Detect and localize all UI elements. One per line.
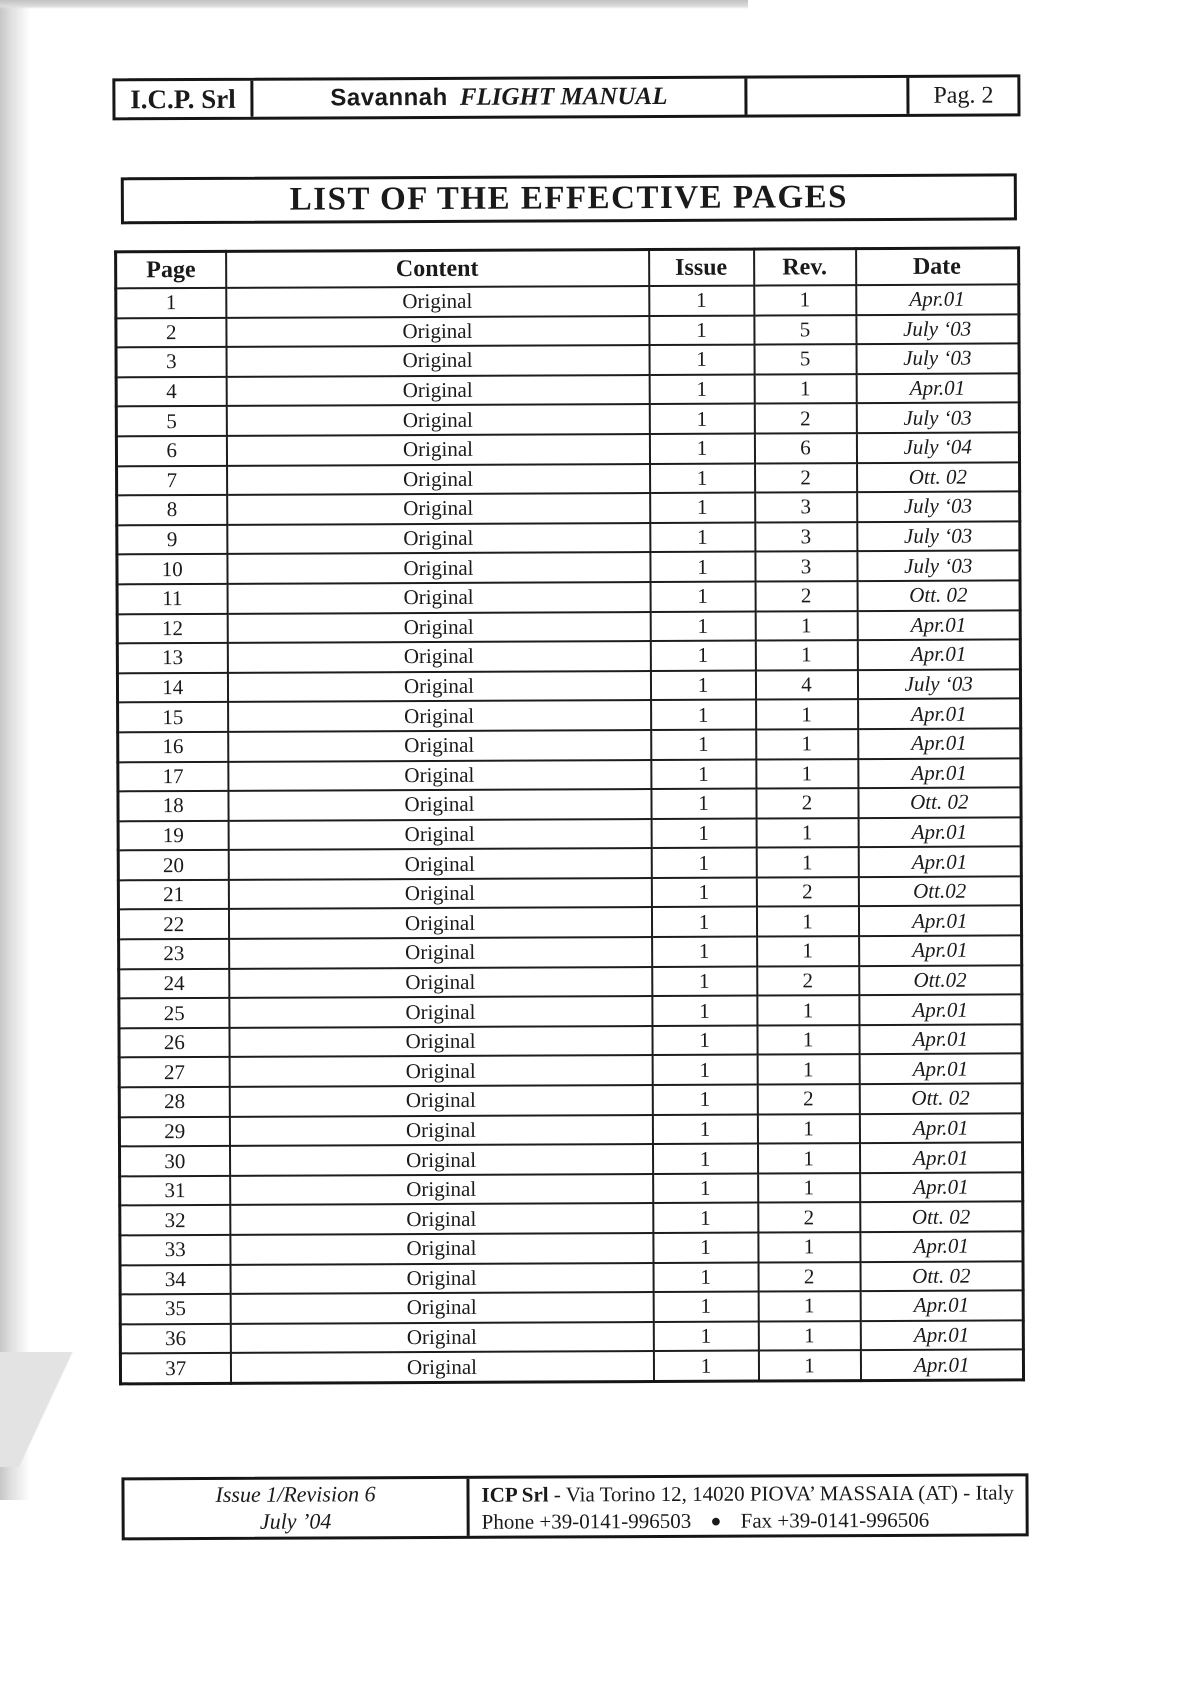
bullet-separator-icon: ● [710,1511,722,1532]
table-header [116,248,1019,288]
revision-line: Issue 1/Revision 6 [215,1480,376,1507]
issue-cell: 1 [651,700,756,730]
content-cell: Original [226,404,649,435]
issue-cell: 1 [650,582,755,612]
date-cell: Apr.01 [859,1024,1022,1054]
date-cell: Apr.01 [859,1054,1022,1084]
rev-cell: 2 [756,788,858,818]
rev-cell: 1 [755,611,857,641]
issue-cell: 1 [653,1292,758,1322]
issue-cell: 1 [653,1203,758,1233]
page-cell: 11 [117,584,227,614]
phone-number: Phone +39-0141-996503 [481,1509,692,1535]
date-cell: Apr.01 [858,699,1021,729]
table-row [117,669,1020,703]
product-name: Savannah [330,83,448,112]
rev-cell: 1 [757,1055,859,1085]
date-cell: Apr.01 [859,995,1022,1025]
rev-cell: 1 [756,729,858,759]
page-cell: 9 [117,525,227,555]
page-cell: 17 [118,761,228,791]
date-cell: Apr.01 [858,728,1021,758]
issue-cell: 1 [651,818,756,848]
rev-cell: 1 [754,374,856,404]
table-row [118,699,1021,733]
rev-cell: 1 [757,936,859,966]
date-cell: Ott. 02 [860,1202,1023,1232]
table-row [119,1054,1022,1088]
content-cell: Original [230,1351,653,1383]
content-cell: Original [228,878,651,909]
issue-cell: 1 [649,404,754,434]
rev-cell: 1 [755,640,857,670]
page-cell: 30 [119,1146,229,1176]
table-row [119,1083,1022,1117]
page-cell: 2 [116,317,226,347]
page-cell: 1 [116,288,226,318]
page-cell: 31 [120,1176,230,1206]
rev-cell: 6 [754,433,856,463]
date-cell: Ott. 02 [857,580,1020,610]
rev-cell: 1 [756,818,858,848]
date-cell: Ott. 02 [859,1083,1022,1113]
issue-cell: 1 [651,848,756,878]
issue-cell: 1 [650,552,755,582]
rev-cell: 2 [755,581,857,611]
column-header-date: Date [856,248,1019,285]
date-cell: Ott. 02 [860,1261,1023,1291]
issue-cell: 1 [650,641,755,671]
effective-pages-tbody [116,284,1024,1383]
rev-cell: 1 [756,699,858,729]
issue-cell: 1 [651,729,756,759]
date-cell: July ‘03 [856,344,1019,374]
page-cell: 25 [119,998,229,1028]
content-cell: Original [230,1233,653,1264]
page-cell: 7 [117,465,227,495]
content-cell: Original [230,1263,653,1294]
table-row [119,1024,1022,1058]
issue-cell: 1 [652,1144,757,1174]
page-cell: 6 [116,436,226,466]
table-row [118,847,1021,881]
issue-cell: 1 [650,522,755,552]
rev-cell: 1 [757,1143,859,1173]
rev-cell: 3 [755,492,857,522]
date-cell: Ott.02 [859,965,1022,995]
date-cell: July ‘03 [857,551,1020,581]
issue-cell: 1 [649,315,754,345]
table-row [120,1231,1023,1265]
page-cell: 19 [118,821,228,851]
date-cell: Apr.01 [857,640,1020,670]
table-row [119,1113,1022,1147]
rev-cell: 1 [758,1350,860,1381]
issue-cell: 1 [653,1262,758,1292]
table-row [120,1261,1023,1295]
publisher-block [469,1476,1025,1535]
content-cell: Original [229,1144,652,1175]
date-cell: Apr.01 [860,1320,1023,1350]
page-cell: 10 [117,554,227,584]
table-row [118,876,1021,910]
table-row [117,492,1020,526]
page-cell: 35 [120,1294,230,1324]
page-cell: 34 [120,1264,230,1294]
date-cell: Apr.01 [859,935,1022,965]
rev-cell: 1 [758,1173,860,1203]
page-cell: 27 [119,1057,229,1087]
column-header-rev: Rev. [754,249,856,286]
issue-cell: 1 [650,670,755,700]
content-cell: Original [229,1115,652,1146]
page-cell: 4 [116,377,226,407]
manual-title: FLIGHT MANUAL [459,82,668,111]
date-cell: Apr.01 [859,1113,1022,1143]
section-title-box [121,173,1017,224]
date-cell: Apr.01 [859,1143,1022,1173]
publisher-address-rest: - Via Torino 12, 14020 PIOVA’ MASSAIA (AT) - Italy [548,1480,1014,1507]
page-cell: 12 [117,613,227,643]
table-row [117,462,1020,496]
content-cell: Original [228,789,651,820]
content-cell: Original [229,996,652,1027]
table-row [118,788,1021,822]
page-cell: 23 [119,939,229,969]
page-cell: 8 [117,495,227,525]
table-row [120,1320,1023,1354]
content-cell: Original [228,848,651,879]
rev-cell: 5 [754,315,856,345]
content-cell: Original [227,641,650,672]
content-cell: Original [228,760,651,791]
table-row [117,551,1020,585]
date-cell: July ‘03 [856,403,1019,433]
revision-date: July ’04 [259,1507,332,1534]
page-cell: 37 [120,1353,230,1384]
page-cell: 21 [118,880,228,910]
date-cell: Apr.01 [856,373,1019,403]
rev-cell: 2 [758,1262,860,1292]
issue-cell: 1 [652,1025,757,1055]
date-cell: Apr.01 [860,1231,1023,1261]
issue-cell: 1 [649,286,754,316]
table-row [118,906,1021,940]
date-cell: July ‘03 [857,669,1020,699]
content-cell: Original [226,316,649,347]
table-row [119,995,1022,1029]
content-cell: Original [226,375,649,406]
page-cell: 15 [118,702,228,732]
date-cell: July ‘03 [857,521,1020,551]
table-row [117,640,1020,674]
rev-cell: 1 [756,759,858,789]
date-cell: Ott.02 [858,876,1021,906]
publisher-contacts [482,1507,1026,1537]
content-cell: Original [226,286,649,317]
table-row [116,284,1019,318]
rev-cell: 2 [756,877,858,907]
rev-cell: 1 [758,1232,860,1262]
content-cell: Original [230,1203,653,1234]
page-cell: 3 [116,347,226,377]
issue-cell: 1 [650,611,755,641]
page-cell: 26 [119,1028,229,1058]
table-header-row [116,248,1019,288]
date-cell: Apr.01 [857,610,1020,640]
date-cell: Apr.01 [858,758,1021,788]
page-cell: 22 [118,909,228,939]
issue-cell: 1 [653,1233,758,1263]
rev-cell: 5 [754,344,856,374]
issue-cell: 1 [651,759,756,789]
table-row [120,1291,1023,1325]
issue-cell: 1 [649,374,754,404]
date-cell: July ‘03 [857,492,1020,522]
revision-block [124,1479,469,1538]
date-cell: Apr.01 [858,847,1021,877]
content-cell: Original [228,730,651,761]
page-cell: 18 [118,791,228,821]
content-cell: Original [228,907,651,938]
page-cell: 36 [120,1324,230,1354]
issue-cell: 1 [651,907,756,937]
content-cell: Original [227,612,650,643]
content-cell: Original [230,1292,653,1323]
table-row [120,1172,1023,1206]
content-cell: Original [229,1055,652,1086]
column-header-issue: Issue [649,249,754,286]
table-row [118,758,1021,792]
issue-cell: 1 [652,996,757,1026]
issue-cell: 1 [652,1055,757,1085]
content-cell: Original [227,493,650,524]
issue-cell: 1 [651,877,756,907]
content-cell: Original [229,967,652,998]
page-cell: 13 [117,643,227,673]
column-header-page: Page [116,251,226,288]
date-cell: Apr.01 [860,1350,1023,1381]
section-title: LIST OF THE EFFECTIVE PAGES [289,179,849,218]
publisher-name: ICP Srl [481,1482,549,1507]
page-number-label: Pag. 2 [933,82,994,109]
table-row [118,728,1021,762]
rev-cell: 3 [755,551,857,581]
page-cell: 29 [119,1116,229,1146]
issue-cell: 1 [650,463,755,493]
table-row [117,610,1020,644]
content-cell: Original [226,434,649,465]
company-name: I.C.P. Srl [115,81,253,118]
table-row [118,817,1021,851]
issue-cell: 1 [650,493,755,523]
rev-cell: 2 [754,403,856,433]
issue-cell: 1 [651,789,756,819]
page-cell: 5 [116,406,226,436]
rev-cell: 1 [758,1321,860,1351]
page-cell: 33 [120,1235,230,1265]
date-cell: Apr.01 [858,906,1021,936]
table-row [119,935,1022,969]
content-cell: Original [230,1322,653,1353]
issue-cell: 1 [649,434,754,464]
content-cell: Original [228,700,651,731]
content-cell: Original [227,464,650,495]
table-row [120,1350,1023,1384]
rev-cell: 1 [757,995,859,1025]
table-row [116,373,1019,407]
issue-cell: 1 [649,345,754,375]
date-cell: Apr.01 [860,1291,1023,1321]
content-cell: Original [229,1026,652,1057]
header-empty-cell [747,78,909,115]
content-cell: Original [228,819,651,850]
issue-cell: 1 [653,1351,758,1382]
issue-cell: 1 [653,1321,758,1351]
rev-cell: 1 [757,1025,859,1055]
content-cell: Original [229,1085,652,1116]
rev-cell: 2 [758,1203,860,1233]
rev-cell: 2 [757,966,859,996]
table-row [117,521,1020,555]
issue-cell: 1 [653,1173,758,1203]
issue-cell: 1 [652,1085,757,1115]
table-row [117,580,1020,614]
rev-cell: 1 [756,907,858,937]
date-cell: Apr.01 [856,284,1019,314]
table-row [116,344,1019,378]
content-cell: Original [229,937,652,968]
page-cell: 32 [120,1205,230,1235]
table-row [116,432,1019,466]
content-cell: Original [227,671,650,702]
date-cell: July ‘04 [856,432,1019,462]
table-row [119,1143,1022,1177]
issue-cell: 1 [652,1114,757,1144]
fax-number: Fax +39-0141-996506 [740,1508,930,1533]
rev-cell: 1 [757,1114,859,1144]
document-header [112,74,1020,120]
issue-cell: 1 [652,937,757,967]
publisher-address [481,1479,1025,1509]
rev-cell: 2 [755,463,857,493]
page-cell: 28 [119,1087,229,1117]
page-cell: 14 [117,673,227,703]
rev-cell: 1 [754,285,856,315]
table-row [116,314,1019,348]
page-cell: 16 [118,732,228,762]
content-cell: Original [227,582,650,613]
issue-cell: 1 [652,966,757,996]
document-title-cell [253,79,747,117]
table-row [120,1202,1023,1236]
column-header-content: Content [226,250,649,288]
content-cell: Original [227,523,650,554]
page-cell: 24 [119,969,229,999]
date-cell: July ‘03 [856,314,1019,344]
content-cell: Original [226,345,649,376]
document-footer [121,1473,1028,1540]
content-cell: Original [230,1174,653,1205]
rev-cell: 1 [756,847,858,877]
rev-cell: 1 [758,1291,860,1321]
rev-cell: 4 [755,670,857,700]
table-row [119,965,1022,999]
date-cell: Ott. 02 [858,788,1021,818]
date-cell: Apr.01 [860,1172,1023,1202]
effective-pages-table [114,246,1025,1385]
content-cell: Original [227,552,650,583]
rev-cell: 3 [755,522,857,552]
page-cell: 20 [118,850,228,880]
date-cell: Ott. 02 [857,462,1020,492]
date-cell: Apr.01 [858,817,1021,847]
table-row [116,403,1019,437]
rev-cell: 2 [757,1084,859,1114]
